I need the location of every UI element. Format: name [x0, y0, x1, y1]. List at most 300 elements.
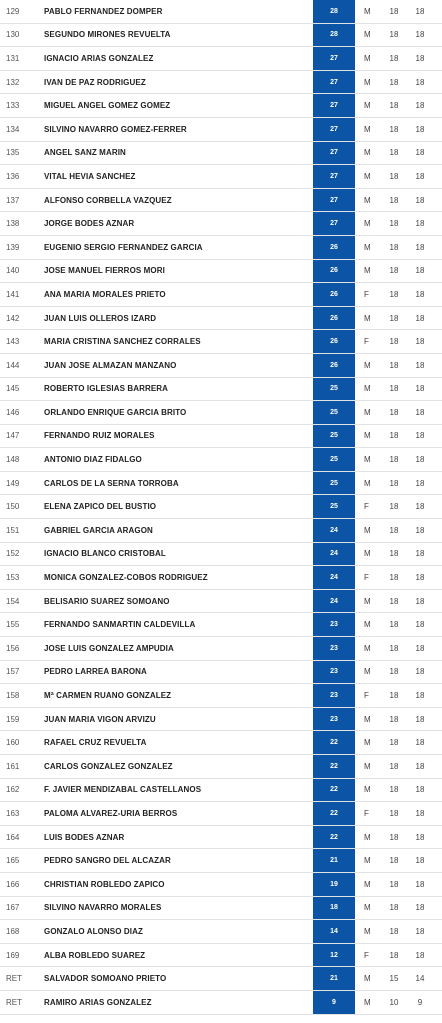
player-name[interactable]: MARIA CRISTINA SANCHEZ CORRALES	[44, 337, 201, 347]
value-cell-1: 18	[389, 148, 399, 158]
player-name[interactable]: RAMIRO ARIAS GONZALEZ	[44, 997, 152, 1007]
player-name[interactable]: SALVADOR SOMOANO PRIETO	[44, 974, 167, 984]
value-cell-1: 18	[389, 478, 399, 488]
value-cell-1: 10	[389, 997, 399, 1007]
table-row[interactable]	[0, 661, 442, 685]
table-row[interactable]	[0, 307, 442, 331]
score-badge: 22	[313, 802, 355, 825]
player-name[interactable]: IVAN DE PAZ RODRIGUEZ	[44, 77, 146, 87]
table-row[interactable]	[0, 779, 442, 803]
score-badge: 26	[313, 354, 355, 377]
position-cell: 161	[6, 761, 20, 771]
gender-cell: F	[364, 573, 369, 583]
gender-cell: M	[364, 455, 371, 465]
gender-cell: M	[364, 30, 371, 40]
player-name[interactable]: FERNANDO RUIZ MORALES	[44, 431, 155, 441]
gender-cell: M	[364, 525, 371, 535]
score-badge: 22	[313, 779, 355, 802]
score-badge: 24	[313, 590, 355, 613]
value-cell-1: 18	[389, 596, 399, 606]
table-row[interactable]	[0, 920, 442, 944]
player-name[interactable]: ANGEL SANZ MARIN	[44, 148, 126, 158]
player-name[interactable]: SEGUNDO MIRONES REVUELTA	[44, 30, 171, 40]
position-cell: 163	[6, 808, 20, 818]
table-row[interactable]	[0, 802, 442, 826]
table-row[interactable]	[0, 684, 442, 708]
position-cell: 165	[6, 856, 20, 866]
player-name[interactable]: IGNACIO BLANCO CRISTOBAL	[44, 549, 166, 559]
position-cell: 148	[6, 455, 20, 465]
table-row[interactable]	[0, 543, 442, 567]
player-name[interactable]: PALOMA ALVAREZ-URIA BERROS	[44, 808, 178, 818]
value-cell-2: 18	[415, 171, 425, 181]
table-row[interactable]	[0, 566, 442, 590]
table-row[interactable]	[0, 142, 442, 166]
player-name[interactable]: JORGE BODES AZNAR	[44, 219, 135, 229]
value-cell-2: 18	[415, 266, 425, 276]
value-cell-2: 18	[415, 30, 425, 40]
score-badge: 25	[313, 472, 355, 495]
gender-cell: M	[364, 77, 371, 87]
position-cell: 159	[6, 714, 20, 724]
gender-cell: F	[364, 808, 369, 818]
value-cell-1: 18	[389, 667, 399, 677]
table-row[interactable]	[0, 260, 442, 284]
position-cell: 154	[6, 596, 20, 606]
player-name[interactable]: ANA MARIA MORALES PRIETO	[44, 289, 166, 299]
gender-cell: M	[364, 761, 371, 771]
score-badge: 26	[313, 236, 355, 259]
table-row[interactable]	[0, 71, 442, 95]
score-badge: 22	[313, 731, 355, 754]
position-cell: 153	[6, 573, 20, 583]
score-badge: 9	[313, 991, 355, 1014]
player-name[interactable]: F. JAVIER MENDIZABAL CASTELLANOS	[44, 785, 202, 795]
table-row[interactable]	[0, 212, 442, 236]
player-name[interactable]: ALBA ROBLEDO SUAREZ	[44, 950, 146, 960]
gender-cell: M	[364, 101, 371, 111]
value-cell-1: 18	[389, 761, 399, 771]
score-badge: 24	[313, 519, 355, 542]
player-name[interactable]: GABRIEL GARCIA ARAGON	[44, 525, 153, 535]
table-row[interactable]	[0, 165, 442, 189]
value-cell-2: 18	[415, 856, 425, 866]
table-row[interactable]	[0, 897, 442, 921]
value-cell-2: 18	[415, 596, 425, 606]
value-cell-2: 18	[415, 879, 425, 889]
score-badge: 19	[313, 873, 355, 896]
score-badge: 27	[313, 118, 355, 141]
player-name[interactable]: RAFAEL CRUZ REVUELTA	[44, 738, 147, 748]
position-cell: RET	[6, 997, 22, 1007]
score-badge: 26	[313, 307, 355, 330]
player-name[interactable]: SILVINO NAVARRO MORALES	[44, 903, 162, 913]
position-cell: 143	[6, 337, 20, 347]
gender-cell: M	[364, 219, 371, 229]
score-badge: 27	[313, 189, 355, 212]
score-badge: 23	[313, 684, 355, 707]
value-cell-1: 18	[389, 926, 399, 936]
score-badge: 28	[313, 0, 355, 23]
position-cell: 162	[6, 785, 20, 795]
player-name[interactable]: VITAL HEVIA SANCHEZ	[44, 171, 136, 181]
position-cell: 151	[6, 525, 20, 535]
player-name[interactable]: MIGUEL ANGEL GOMEZ GOMEZ	[44, 101, 171, 111]
value-cell-1: 18	[389, 124, 399, 134]
position-cell: 147	[6, 431, 20, 441]
gender-cell: M	[364, 171, 371, 181]
player-name[interactable]: CHRISTIAN ROBLEDO ZAPICO	[44, 879, 165, 889]
gender-cell: M	[364, 242, 371, 252]
gender-cell: M	[364, 549, 371, 559]
score-badge: 25	[313, 448, 355, 471]
table-row[interactable]	[0, 495, 442, 519]
score-badge: 26	[313, 330, 355, 353]
player-name[interactable]: JUAN JOSE ALMAZAN MANZANO	[44, 360, 177, 370]
position-cell: 150	[6, 502, 20, 512]
table-row[interactable]	[0, 731, 442, 755]
value-cell-1: 18	[389, 219, 399, 229]
table-row[interactable]	[0, 236, 442, 260]
value-cell-1: 18	[389, 714, 399, 724]
player-name[interactable]: ELENA ZAPICO DEL BUSTIO	[44, 502, 157, 512]
value-cell-1: 18	[389, 549, 399, 559]
score-badge: 24	[313, 566, 355, 589]
player-name[interactable]: ROBERTO IGLESIAS BARRERA	[44, 384, 169, 394]
position-cell: 144	[6, 360, 20, 370]
value-cell-2: 18	[415, 101, 425, 111]
value-cell-2: 18	[415, 431, 425, 441]
score-badge: 21	[313, 849, 355, 872]
score-badge: 21	[313, 967, 355, 990]
table-row[interactable]	[0, 47, 442, 71]
value-cell-2: 18	[415, 219, 425, 229]
value-cell-1: 18	[389, 360, 399, 370]
position-cell: RET	[6, 974, 22, 984]
value-cell-2: 18	[415, 337, 425, 347]
gender-cell: M	[364, 926, 371, 936]
position-cell: 136	[6, 171, 20, 181]
position-cell: 138	[6, 219, 20, 229]
position-cell: 141	[6, 289, 20, 299]
value-cell-1: 18	[389, 30, 399, 40]
position-cell: 156	[6, 643, 20, 653]
value-cell-1: 18	[389, 384, 399, 394]
table-row[interactable]	[0, 24, 442, 48]
value-cell-2: 18	[415, 360, 425, 370]
value-cell-1: 18	[389, 195, 399, 205]
score-badge: 25	[313, 401, 355, 424]
score-badge: 25	[313, 425, 355, 448]
position-cell: 142	[6, 313, 20, 323]
gender-cell: M	[364, 997, 371, 1007]
value-cell-2: 18	[415, 620, 425, 630]
value-cell-2: 18	[415, 124, 425, 134]
player-name[interactable]: JUAN MARIA VIGON ARVIZU	[44, 714, 156, 724]
score-badge: 26	[313, 283, 355, 306]
gender-cell: M	[364, 856, 371, 866]
value-cell-1: 18	[389, 691, 399, 701]
player-name[interactable]: MONICA GONZALEZ-COBOS RODRIGUEZ	[44, 573, 208, 583]
gender-cell: M	[364, 313, 371, 323]
value-cell-1: 18	[389, 643, 399, 653]
position-cell: 146	[6, 407, 20, 417]
position-cell: 133	[6, 101, 20, 111]
table-row[interactable]	[0, 330, 442, 354]
position-cell: 134	[6, 124, 20, 134]
value-cell-2: 18	[415, 926, 425, 936]
player-name[interactable]: CARLOS DE LA SERNA TORROBA	[44, 478, 179, 488]
position-cell: 132	[6, 77, 20, 87]
value-cell-2: 18	[415, 502, 425, 512]
value-cell-1: 18	[389, 431, 399, 441]
table-row[interactable]	[0, 401, 442, 425]
value-cell-2: 18	[415, 77, 425, 87]
score-badge: 28	[313, 24, 355, 47]
value-cell-2: 18	[415, 903, 425, 913]
player-name[interactable]: PEDRO SANGRO DEL ALCAZAR	[44, 856, 171, 866]
gender-cell: M	[364, 667, 371, 677]
score-badge: 27	[313, 165, 355, 188]
score-badge: 23	[313, 637, 355, 660]
table-row[interactable]	[0, 189, 442, 213]
value-cell-1: 18	[389, 808, 399, 818]
score-badge: 18	[313, 897, 355, 920]
value-cell-2: 18	[415, 643, 425, 653]
position-cell: 152	[6, 549, 20, 559]
gender-cell: M	[364, 879, 371, 889]
gender-cell: M	[364, 266, 371, 276]
value-cell-2: 18	[415, 832, 425, 842]
value-cell-1: 18	[389, 171, 399, 181]
player-name[interactable]: SILVINO NAVARRO GOMEZ-FERRER	[44, 124, 187, 134]
value-cell-1: 18	[389, 6, 399, 16]
gender-cell: M	[364, 6, 371, 16]
value-cell-1: 18	[389, 313, 399, 323]
table-row[interactable]	[0, 472, 442, 496]
player-name[interactable]: CARLOS GONZALEZ GONZALEZ	[44, 761, 173, 771]
position-cell: 140	[6, 266, 20, 276]
score-badge: 23	[313, 708, 355, 731]
position-cell: 135	[6, 148, 20, 158]
value-cell-1: 18	[389, 856, 399, 866]
table-row[interactable]	[0, 94, 442, 118]
value-cell-2: 18	[415, 242, 425, 252]
position-cell: 168	[6, 926, 20, 936]
position-cell: 145	[6, 384, 20, 394]
position-cell: 149	[6, 478, 20, 488]
gender-cell: F	[364, 691, 369, 701]
value-cell-2: 18	[415, 714, 425, 724]
value-cell-2: 18	[415, 6, 425, 16]
score-badge: 22	[313, 755, 355, 778]
position-cell: 160	[6, 738, 20, 748]
player-name[interactable]: GONZALO ALONSO DIAZ	[44, 926, 143, 936]
score-badge: 25	[313, 378, 355, 401]
value-cell-1: 18	[389, 289, 399, 299]
table-row[interactable]	[0, 849, 442, 873]
value-cell-1: 18	[389, 785, 399, 795]
table-row[interactable]	[0, 708, 442, 732]
player-name[interactable]: PEDRO LARREA BARONA	[44, 667, 147, 677]
score-badge: 27	[313, 71, 355, 94]
gender-cell: F	[364, 337, 369, 347]
value-cell-1: 18	[389, 950, 399, 960]
value-cell-2: 18	[415, 148, 425, 158]
value-cell-2: 18	[415, 808, 425, 818]
gender-cell: M	[364, 620, 371, 630]
score-badge: 14	[313, 920, 355, 943]
table-row[interactable]	[0, 0, 442, 24]
value-cell-2: 18	[415, 455, 425, 465]
position-cell: 157	[6, 667, 20, 677]
table-row[interactable]	[0, 448, 442, 472]
gender-cell: M	[364, 148, 371, 158]
table-row[interactable]	[0, 378, 442, 402]
player-name[interactable]: PABLO FERNANDEZ DOMPER	[44, 6, 163, 16]
position-cell: 131	[6, 53, 20, 63]
position-cell: 155	[6, 620, 20, 630]
gender-cell: M	[364, 596, 371, 606]
table-row[interactable]	[0, 283, 442, 307]
player-name[interactable]: JOSE MANUEL FIERROS MORI	[44, 266, 165, 276]
value-cell-1: 18	[389, 266, 399, 276]
position-cell: 139	[6, 242, 20, 252]
table-row[interactable]	[0, 590, 442, 614]
gender-cell: M	[364, 974, 371, 984]
table-row[interactable]	[0, 519, 442, 543]
gender-cell: M	[364, 714, 371, 724]
gender-cell: M	[364, 384, 371, 394]
gender-cell: M	[364, 407, 371, 417]
value-cell-1: 18	[389, 738, 399, 748]
gender-cell: M	[364, 431, 371, 441]
position-cell: 166	[6, 879, 20, 889]
value-cell-2: 18	[415, 761, 425, 771]
gender-cell: M	[364, 124, 371, 134]
gender-cell: F	[364, 502, 369, 512]
gender-cell: M	[364, 53, 371, 63]
value-cell-2: 18	[415, 478, 425, 488]
score-badge: 26	[313, 260, 355, 283]
table-row[interactable]	[0, 755, 442, 779]
value-cell-2: 18	[415, 950, 425, 960]
value-cell-2: 18	[415, 407, 425, 417]
value-cell-1: 18	[389, 407, 399, 417]
table-row[interactable]	[0, 637, 442, 661]
player-name[interactable]: FERNANDO SANMARTIN CALDEVILLA	[44, 620, 196, 630]
value-cell-2: 18	[415, 313, 425, 323]
gender-cell: M	[364, 478, 371, 488]
player-name[interactable]: EUGENIO SERGIO FERNANDEZ GARCIA	[44, 242, 203, 252]
player-name[interactable]: JOSE LUIS GONZALEZ AMPUDIA	[44, 643, 174, 653]
position-cell: 167	[6, 903, 20, 913]
value-cell-1: 18	[389, 903, 399, 913]
value-cell-1: 18	[389, 53, 399, 63]
value-cell-1: 18	[389, 879, 399, 889]
value-cell-2: 18	[415, 667, 425, 677]
gender-cell: F	[364, 289, 369, 299]
value-cell-1: 18	[389, 525, 399, 535]
score-badge: 27	[313, 142, 355, 165]
player-name[interactable]: JUAN LUIS OLLEROS IZARD	[44, 313, 157, 323]
value-cell-2: 18	[415, 195, 425, 205]
gender-cell: F	[364, 950, 369, 960]
value-cell-2: 18	[415, 53, 425, 63]
value-cell-2: 14	[415, 974, 425, 984]
value-cell-1: 18	[389, 455, 399, 465]
gender-cell: M	[364, 832, 371, 842]
score-badge: 27	[313, 212, 355, 235]
value-cell-1: 18	[389, 620, 399, 630]
position-cell: 169	[6, 950, 20, 960]
table-row[interactable]	[0, 873, 442, 897]
position-cell: 164	[6, 832, 20, 842]
player-name[interactable]: Mª CARMEN RUANO GONZALEZ	[44, 691, 172, 701]
gender-cell: M	[364, 785, 371, 795]
value-cell-1: 18	[389, 337, 399, 347]
value-cell-1: 18	[389, 832, 399, 842]
value-cell-1: 18	[389, 502, 399, 512]
value-cell-1: 18	[389, 77, 399, 87]
gender-cell: M	[364, 195, 371, 205]
score-badge: 22	[313, 826, 355, 849]
value-cell-2: 18	[415, 738, 425, 748]
player-name[interactable]: ANTONIO DIAZ FIDALGO	[44, 455, 142, 465]
score-badge: 27	[313, 94, 355, 117]
value-cell-2: 18	[415, 785, 425, 795]
table-row[interactable]	[0, 354, 442, 378]
value-cell-1: 18	[389, 101, 399, 111]
table-row[interactable]	[0, 826, 442, 850]
gender-cell: M	[364, 738, 371, 748]
value-cell-1: 18	[389, 573, 399, 583]
player-name[interactable]: LUIS BODES AZNAR	[44, 832, 125, 842]
score-badge: 27	[313, 47, 355, 70]
player-name[interactable]: ALFONSO CORBELLA VAZQUEZ	[44, 195, 172, 205]
value-cell-2: 18	[415, 384, 425, 394]
score-badge: 23	[313, 661, 355, 684]
value-cell-2: 18	[415, 691, 425, 701]
value-cell-2: 18	[415, 549, 425, 559]
score-badge: 24	[313, 543, 355, 566]
score-badge: 12	[313, 944, 355, 967]
table-row[interactable]	[0, 425, 442, 449]
position-cell: 130	[6, 30, 20, 40]
gender-cell: M	[364, 903, 371, 913]
gender-cell: M	[364, 643, 371, 653]
table-row[interactable]	[0, 613, 442, 637]
position-cell: 129	[6, 6, 20, 16]
value-cell-2: 9	[417, 997, 423, 1007]
value-cell-2: 18	[415, 289, 425, 299]
position-cell: 137	[6, 195, 20, 205]
value-cell-2: 18	[415, 525, 425, 535]
table-row[interactable]	[0, 991, 442, 1015]
table-row[interactable]	[0, 118, 442, 142]
player-name[interactable]: ORLANDO ENRIQUE GARCIA BRITO	[44, 407, 187, 417]
value-cell-1: 15	[389, 974, 399, 984]
score-badge: 23	[313, 613, 355, 636]
gender-cell: M	[364, 360, 371, 370]
table-row[interactable]	[0, 967, 442, 991]
player-name[interactable]: BELISARIO SUAREZ SOMOANO	[44, 596, 170, 606]
table-row[interactable]	[0, 944, 442, 968]
player-name[interactable]: IGNACIO ARIAS GONZALEZ	[44, 53, 154, 63]
value-cell-2: 18	[415, 573, 425, 583]
score-badge: 25	[313, 495, 355, 518]
value-cell-1: 18	[389, 242, 399, 252]
